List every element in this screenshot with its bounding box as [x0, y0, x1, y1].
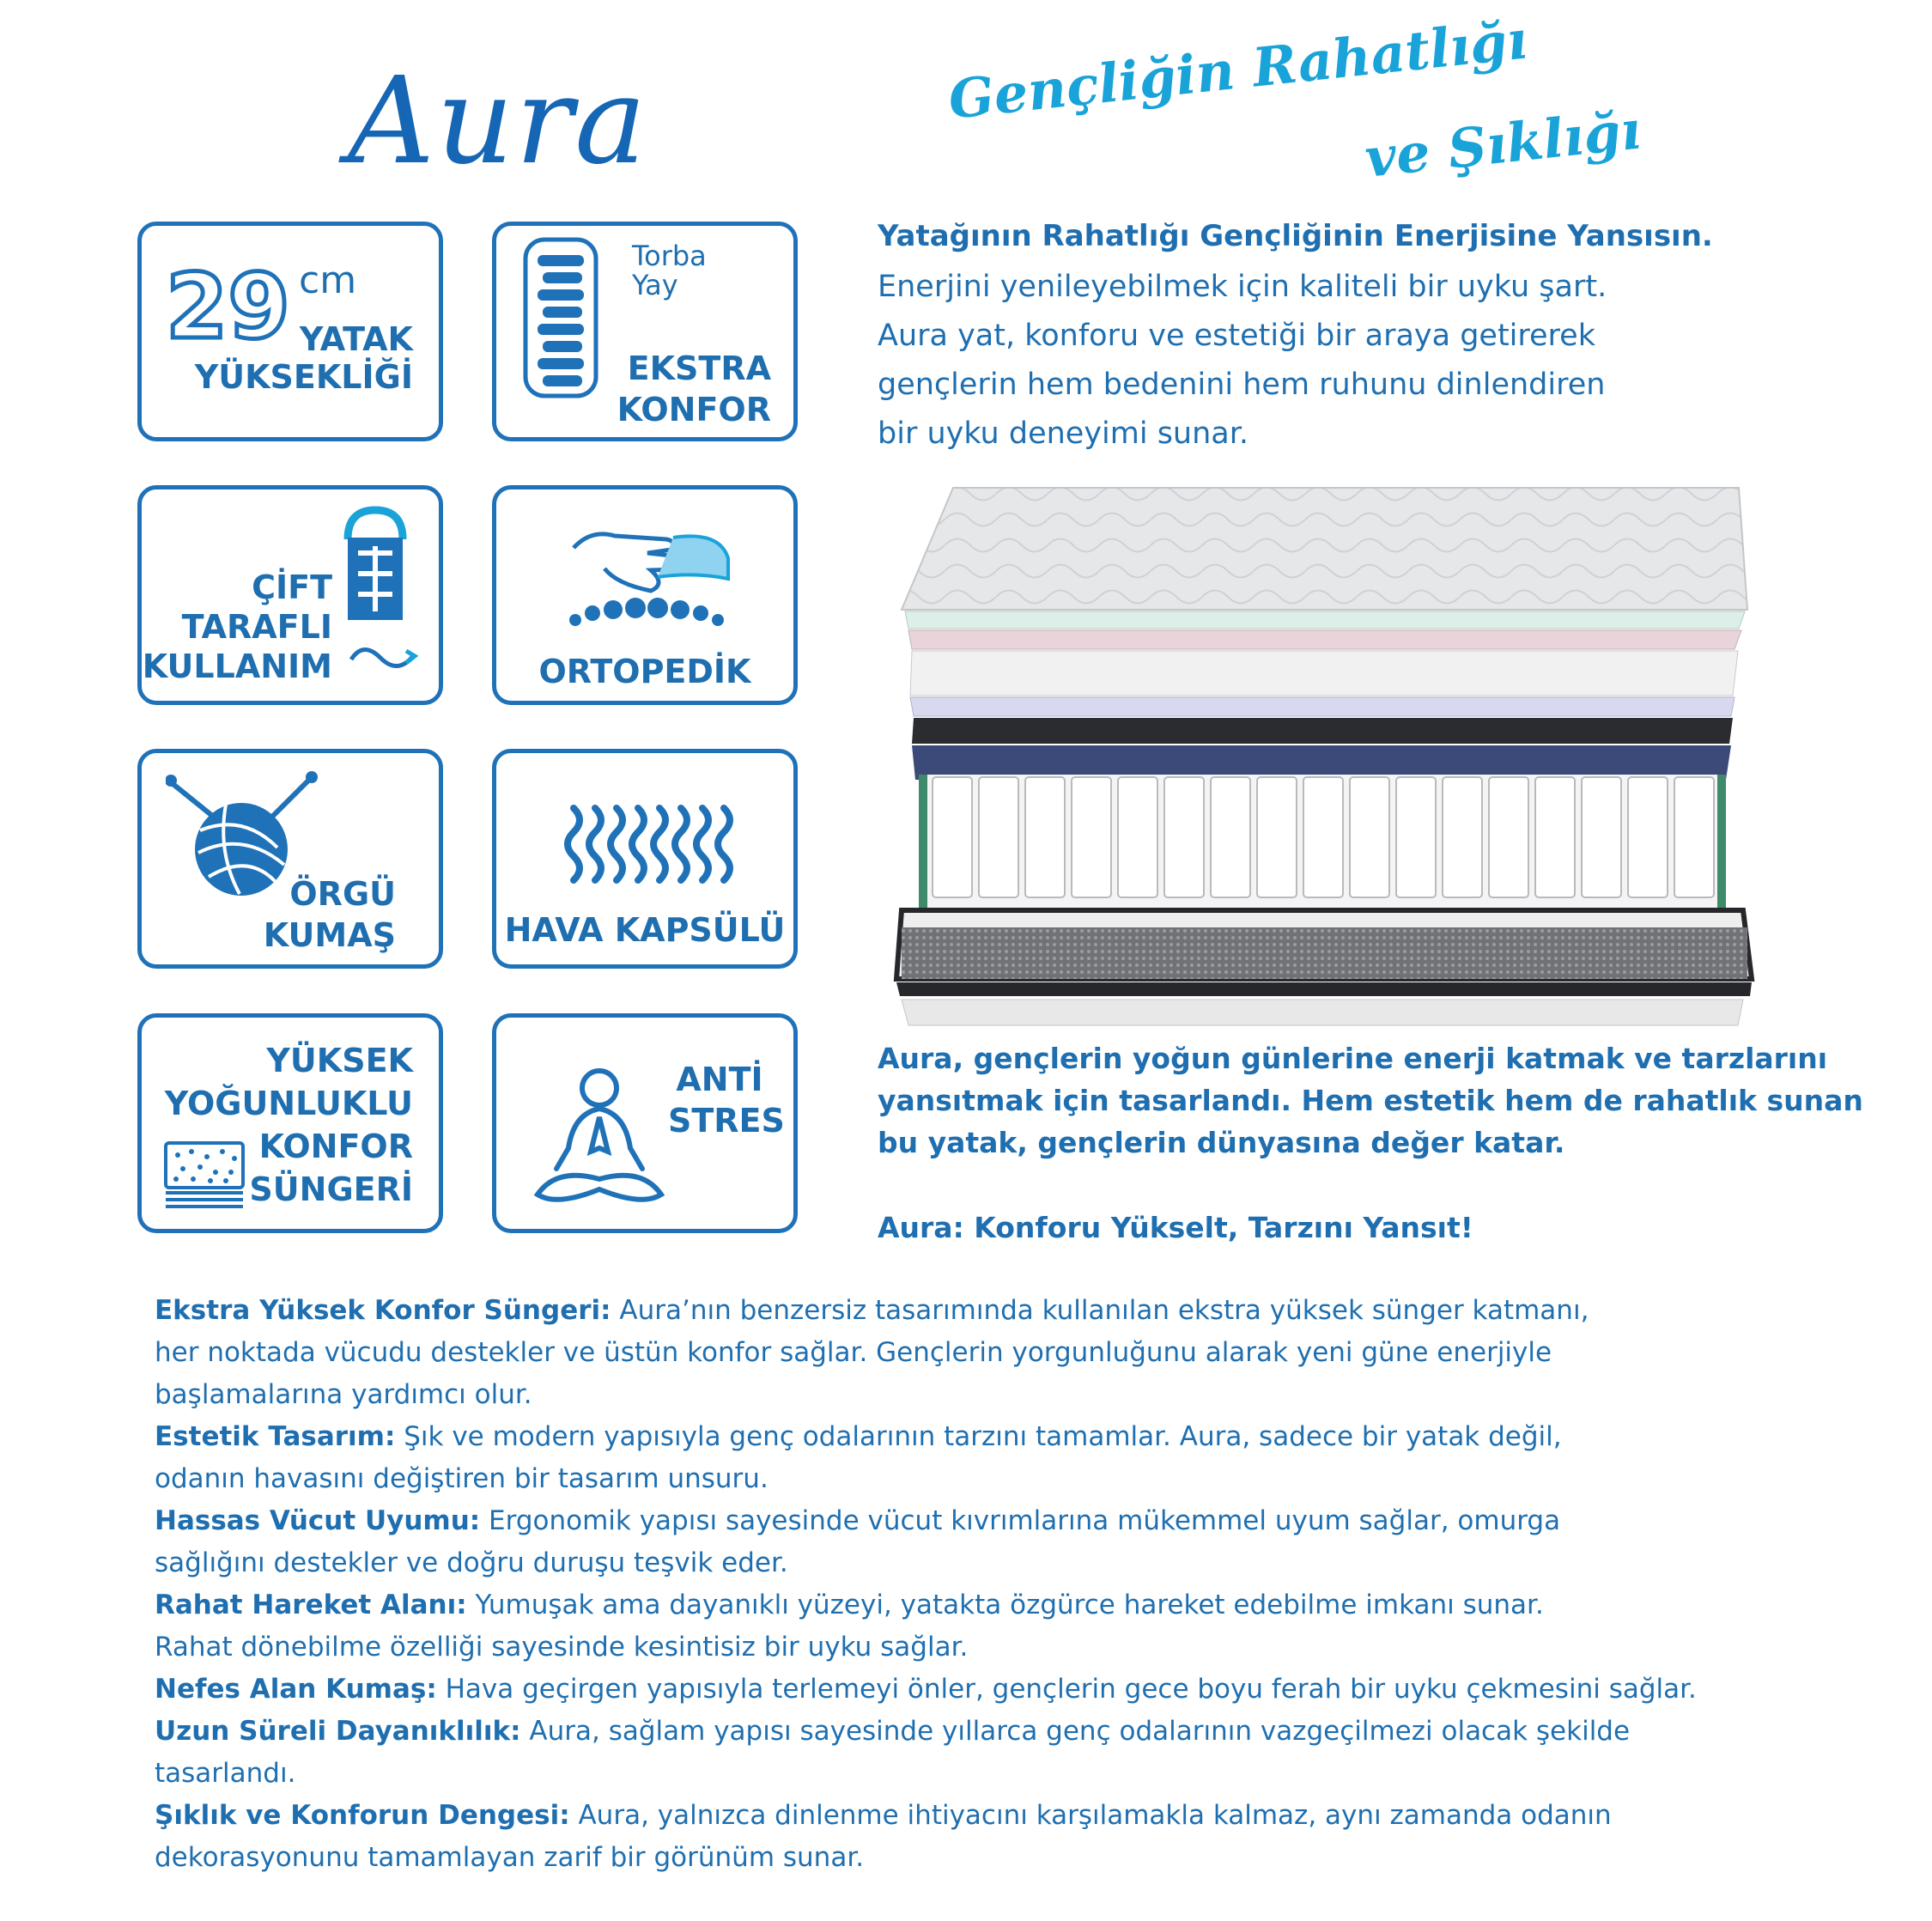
airflow-waves-icon [563, 801, 735, 887]
height-line1: YATAK [299, 320, 413, 358]
spring-line1: EKSTRA [627, 350, 771, 387]
description-line: Aura, gençlerin yoğun günlerine enerji katmak ve tarzlarını [878, 1042, 1828, 1075]
feature-text: Şık ve modern yapısıyla genç odalarının tarzını tamamlar. Aura, sadece bir yatak değil, [395, 1421, 1562, 1452]
feature-text-line: odanın havasını değiştiren bir tasarım unsuru. [155, 1463, 769, 1494]
feature-card-double-sided [137, 485, 443, 705]
intro-line: gençlerin hem bedenini hem ruhunu dinlendiren [878, 368, 1606, 402]
feature-card-spring [492, 222, 798, 441]
feature-text-line: dekorasyonunu tamamlayan zarif bir görünüm sunar. [155, 1842, 865, 1873]
feature-item [155, 1416, 1829, 1458]
feature-text-line: tasarlandı. [155, 1758, 296, 1789]
brand-title: Aura [348, 52, 648, 191]
feature-text: Hava geçirgen yapısıyla terlemeyi önler, gençlerin gece boyu ferah bir uyku çekmesini sağlar. [436, 1674, 1697, 1705]
feature-item [155, 1290, 1829, 1332]
slogan-line-2: ve Şıklığı [1362, 98, 1644, 190]
height-unit: cm [299, 258, 357, 302]
feature-text: Yumuşak ama dayanıklı yüzeyi, yatakta özgürce hareket edebilme imkanı sunar. [466, 1590, 1544, 1620]
motto: Aura: Konforu Yükselt, Tarzını Yansıt! [878, 1211, 1473, 1244]
intro-line: Enerjini yenileyebilmek için kaliteli bir uyku şart. [878, 270, 1607, 304]
slogan-line-1: Gençliğin Rahatlığı [945, 8, 1531, 131]
intro-headline: Yatağının Rahatlığı Gençliğinin Enerjisine Yansısın. [878, 219, 1713, 253]
feature-text-line: her noktada vücudu destekler ve üstün konfor sağlar. Gençlerin yorgunluğunu alarak yeni güne enerjiyle [155, 1337, 1552, 1368]
flip-arrows-icon [346, 637, 420, 678]
foam-line3: KONFOR [258, 1128, 413, 1165]
knit-line2: KUMAŞ [263, 916, 396, 954]
knit-line1: ÖRGÜ [289, 875, 396, 913]
foam-line2: YOĞUNLUKLU [164, 1085, 413, 1122]
feature-title: Şıklık ve Konforun Dengesi: [155, 1800, 570, 1831]
feature-card-knit [137, 749, 443, 969]
feature-item [155, 1500, 1829, 1542]
feature-title: Nefes Alan Kumaş: [155, 1674, 437, 1705]
feature-text: Aura, sağlam yapısı sayesinde yıllarca genç odalarının vazgeçilmezi olacak şekilde [520, 1716, 1631, 1747]
stress-line2: STRES [668, 1102, 785, 1140]
description-paragraph [878, 1037, 1908, 1164]
foam-line4: SÜNGERİ [249, 1170, 413, 1208]
feature-card-height [137, 222, 443, 441]
double-line1: ÇİFT [252, 568, 332, 606]
feature-item [155, 1795, 1829, 1837]
intro-line: bir uyku deneyimi sunar. [878, 416, 1249, 451]
feature-card-foam [137, 1013, 443, 1233]
feature-card-air-capsule [492, 749, 798, 969]
feature-text: Aura’nın benzersiz tasarımında kullanılan ekstra yüksek sünger katmanı, [611, 1295, 1589, 1326]
foam-line1: YÜKSEK [266, 1042, 413, 1079]
intro-line: Aura yat, konforu ve estetiği bir araya getirerek [878, 319, 1595, 353]
feature-text-line: sağlığını destekler ve doğru duruşu teşvik eder. [155, 1547, 788, 1578]
feature-card-anti-stress [492, 1013, 798, 1233]
spring-small-1: Torba [632, 240, 707, 272]
feature-title: Ekstra Yüksek Konfor Süngeri: [155, 1295, 611, 1326]
mattress-layers-image [893, 481, 1760, 1030]
stress-line1: ANTİ [676, 1061, 763, 1098]
orthopedic-label: ORTOPEDİK [538, 653, 751, 690]
feature-title: Hassas Vücut Uyumu: [155, 1505, 481, 1536]
feature-title: Rahat Hareket Alanı: [155, 1590, 467, 1620]
double-sided-mattress-icon [341, 505, 410, 625]
feature-title: Estetik Tasarım: [155, 1421, 396, 1452]
double-line3: KULLANIM [142, 647, 332, 685]
air-capsule-label: HAVA KAPSÜLÜ [504, 911, 786, 949]
hand-pressure-icon [565, 524, 737, 635]
feature-card-orthopedic [492, 485, 798, 705]
feature-item [155, 1711, 1829, 1753]
meditation-icon [531, 1066, 668, 1212]
feature-item [155, 1669, 1829, 1711]
spring-line2: KONFOR [617, 391, 771, 429]
feature-text: Ergonomik yapısı sayesinde vücut kıvrımlarına mükemmel uyum sağlar, omurga [480, 1505, 1561, 1536]
intro-text [878, 263, 1865, 459]
feature-text-line: başlamalarına yardımcı olur. [155, 1379, 532, 1410]
feature-item [155, 1584, 1829, 1626]
height-line2: YÜKSEKLİĞİ [194, 358, 413, 396]
double-line2: TARAFLI [181, 608, 332, 646]
pocket-spring-icon [522, 236, 599, 399]
spring-small-2: Yay [632, 269, 678, 301]
feature-list [155, 1290, 1829, 1879]
foam-layer-icon [162, 1138, 248, 1215]
feature-text-line: Rahat dönebilme özelliği sayesinde kesintisiz bir uyku sağlar. [155, 1632, 969, 1663]
description-line: yansıtmak için tasarlandı. Hem estetik hem de rahatlık sunan [878, 1084, 1863, 1117]
description-line: bu yatak, gençlerin dünyasına değer katar. [878, 1126, 1565, 1159]
feature-title: Uzun Süreli Dayanıklılık: [155, 1716, 521, 1747]
feature-text: Aura, yalnızca dinlenme ihtiyacını karşılamakla kalmaz, aynı zamanda odanın [569, 1800, 1612, 1831]
height-number: 29 [166, 254, 290, 359]
